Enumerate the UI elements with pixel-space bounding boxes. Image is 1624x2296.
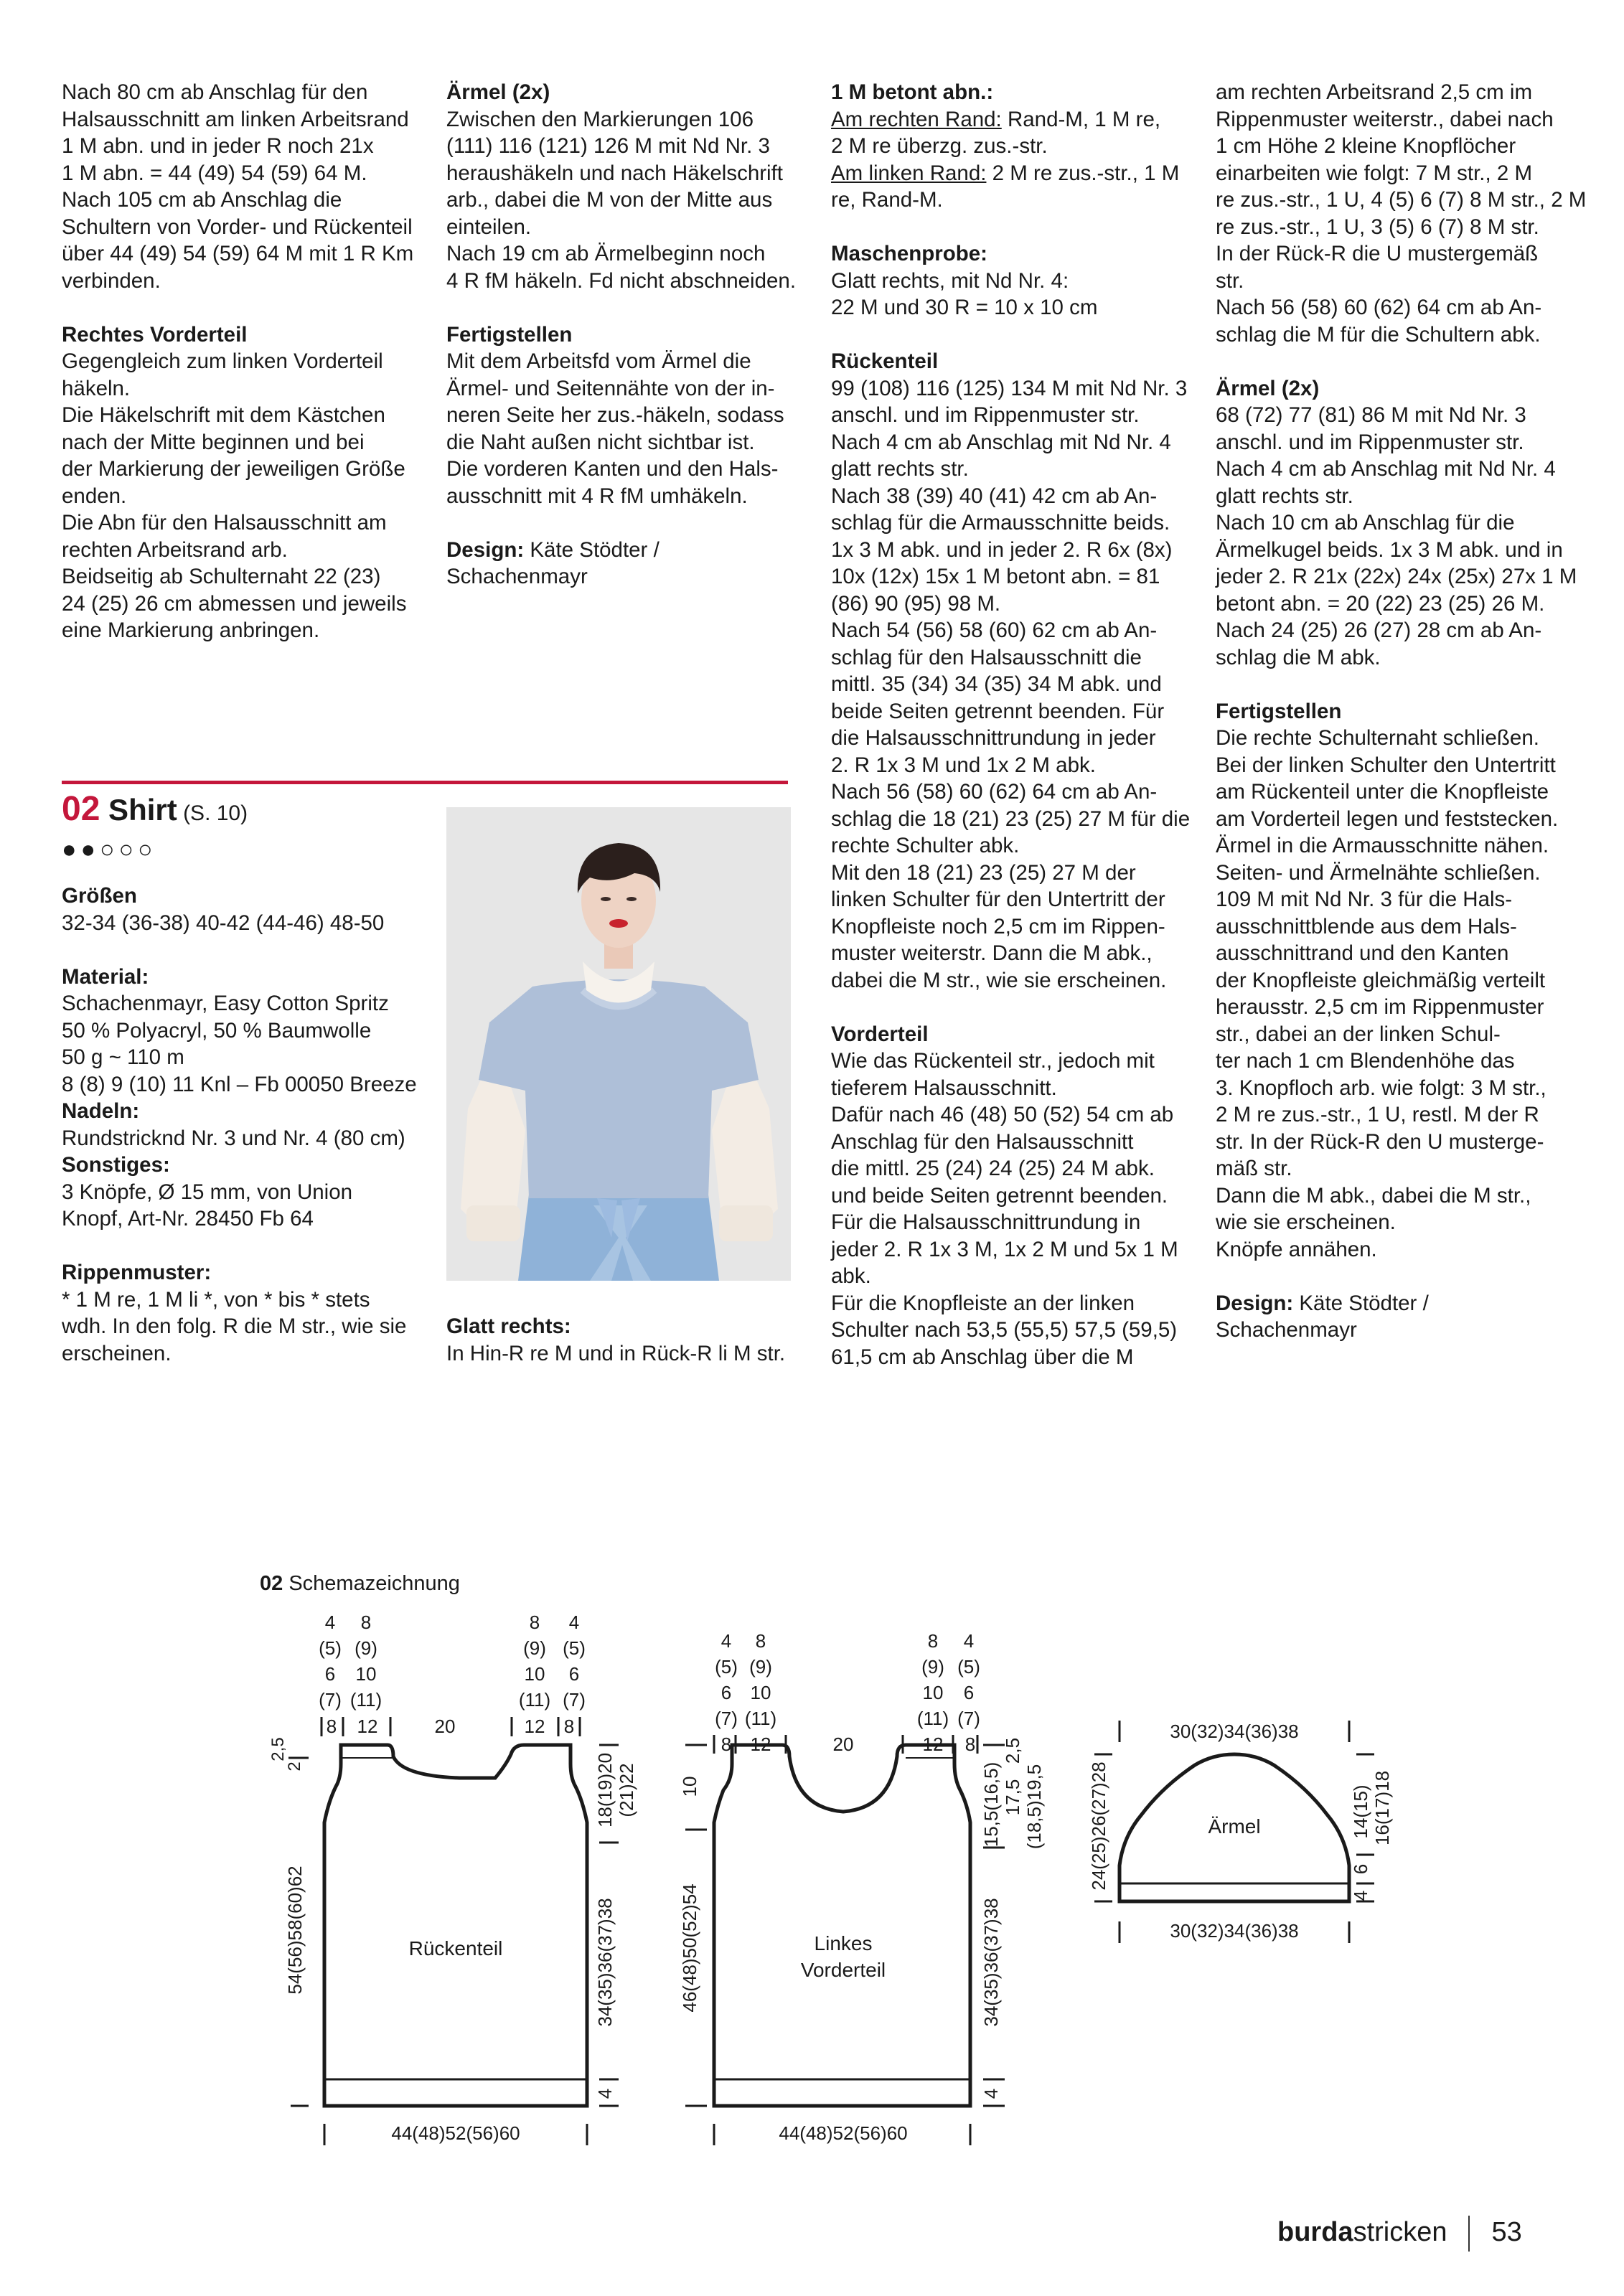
text-line: schlag für den Halsausschnitt die (831, 645, 1142, 669)
text-line: die Halsausschnittrundung in jeder (831, 726, 1156, 750)
dim: 4 (568, 1612, 580, 1633)
dim: (7) (319, 1689, 342, 1711)
dim: (11) (349, 1689, 382, 1711)
dim: 6 (721, 1682, 732, 1703)
text-line: schlag für die Armausschnitte beids. (831, 511, 1170, 535)
dim: 10 (922, 1682, 944, 1703)
design-company: Schachenmayr (1216, 1318, 1357, 1342)
section-heading: Rechtes Vorderteil (62, 322, 248, 347)
text-line: über 44 (49) 54 (59) 64 M mit 1 R Km (62, 242, 414, 265)
text-line: Nach 4 cm ab Anschlag mit Nd Nr. 4 (1216, 457, 1556, 481)
text-line: abk. (831, 1264, 871, 1288)
text-line: anschl. und im Rippenmuster str. (831, 403, 1140, 427)
dim: 12 (750, 1733, 771, 1755)
text-line: neren Seite her zus.-häkeln, sodass (446, 403, 784, 427)
dim: (5) (715, 1656, 738, 1678)
text-line: rechten Arbeitsrand arb. (62, 537, 288, 562)
back-label: Rückenteil (408, 1937, 503, 1959)
dim: 6 (1350, 1863, 1371, 1875)
section-heading: Ärmel (2x) (446, 80, 550, 104)
text-line: glatt rechts str. (1216, 484, 1353, 508)
dim: 34(35)36(37)38 (594, 1898, 616, 2027)
text-line: * 1 M re, 1 M li *, von * bis * stets (62, 1287, 370, 1312)
text-line: 99 (108) 116 (125) 134 M mit Nd Nr. 3 (831, 376, 1188, 400)
text-line: Nach 4 cm ab Anschlag mit Nd Nr. 4 (831, 430, 1171, 454)
caption-text: Schemazeichnung (283, 1572, 460, 1595)
text-line: ter nach 1 cm Blendenhöhe das (1216, 1049, 1515, 1073)
text-line: heraushäkeln und nach Häkelschrift (446, 161, 784, 185)
text-line: 10x (12x) 15x 1 M betont abn. = 81 (831, 565, 1160, 588)
section-heading: Rückenteil (831, 349, 939, 373)
dim: (9) (921, 1656, 944, 1678)
dim: 8 (721, 1733, 732, 1755)
dim: 20 (832, 1733, 854, 1755)
text-line: In Hin-R re M und in Rück-R li M str. (446, 1341, 786, 1365)
dim: 4 (721, 1630, 732, 1652)
dim: 15,5(16,5) (980, 1761, 1002, 1848)
text-line: Bei der linken Schulter den Untertritt (1216, 753, 1556, 777)
page-number: 53 (1491, 2217, 1522, 2248)
dim: 6 (568, 1663, 580, 1685)
text-line: Schulter nach 53,5 (55,5) 57,5 (59,5) (831, 1318, 1178, 1342)
text-line: mäß str. (1216, 1157, 1292, 1180)
text-line: betont abn. = 20 (22) 23 (25) 26 M. (1216, 591, 1545, 616)
dim: (5) (563, 1637, 586, 1659)
dim: (7) (563, 1689, 586, 1711)
dim: 4 (594, 2088, 616, 2099)
dim: (9) (523, 1637, 546, 1659)
section-heading: Fertigstellen (446, 322, 573, 347)
text-line: Nach 56 (58) 60 (62) 64 cm ab An- (1216, 296, 1542, 319)
text-line: Wie das Rückenteil str., jedoch mit (831, 1049, 1155, 1073)
dim: (11) (916, 1708, 949, 1729)
text-line: enden. (62, 484, 127, 508)
shirt-number: 02 (62, 790, 100, 828)
section-heading: Material: (62, 964, 149, 989)
sleeve-piece (1088, 1721, 1393, 1943)
dim: 20 (434, 1716, 456, 1737)
text-line: schlag die M abk. (1216, 645, 1381, 669)
dim: 30(32)34(36)38 (1170, 1721, 1299, 1742)
text-line: Für die Knopfleiste an der linken (831, 1291, 1135, 1315)
text-line: tieferem Halsausschnitt. (831, 1076, 1057, 1100)
dim: (11) (518, 1689, 551, 1711)
text-line: Nach 10 cm ab Anschlag für die (1216, 511, 1515, 535)
dim: 4 (980, 2088, 1002, 2099)
section-heading: Maschenprobe: (831, 242, 988, 265)
text-line: Glatt rechts, mit Nd Nr. 4: (831, 268, 1069, 293)
text-line: Nach 19 cm ab Ärmelbeginn noch (446, 242, 766, 265)
text-line: (111) 116 (121) 126 M mit Nd Nr. 3 (446, 134, 770, 158)
dim: 12 (524, 1716, 545, 1737)
dim: 10 (679, 1776, 700, 1797)
back-piece (268, 1612, 637, 2145)
text-line: der Knopfleiste gleichmäßig verteilt (1216, 968, 1546, 992)
text-line: Dafür nach 46 (48) 50 (52) 54 cm ab (831, 1103, 1174, 1126)
dim: 44(48)52(56)60 (779, 2122, 908, 2144)
section-heading: Ärmel (2x) (1216, 376, 1320, 400)
dim: 54(56)58(60)62 (284, 1866, 306, 1995)
text-line: Ärmel in die Armausschnitte nähen. (1216, 834, 1549, 857)
text-line: verbinden. (62, 268, 161, 293)
text-line: eine Markierung anbringen. (62, 618, 320, 642)
left-edge-label: Am linken Rand: (831, 161, 987, 185)
dim: (5) (957, 1656, 980, 1678)
dim: (11) (744, 1708, 777, 1729)
text-line: Schultern von Vorder- und Rückenteil (62, 215, 413, 239)
dim: 2 (285, 1761, 304, 1772)
section-heading: Rippenmuster: (62, 1261, 212, 1284)
text-line: 22 M und 30 R = 10 x 10 cm (831, 296, 1098, 319)
dim: (7) (957, 1708, 980, 1729)
dim: 16(17)18 (1371, 1770, 1393, 1846)
design-name: Käte Stödter / (1293, 1291, 1429, 1315)
text-line: Anschlag für den Halsausschnitt (831, 1129, 1134, 1154)
text-line: Halsausschnitt am linken Arbeitsrand (62, 107, 409, 131)
text-line: Für die Halsausschnittrundung in (831, 1210, 1141, 1234)
text-line: nach der Mitte beginnen und bei (62, 430, 365, 454)
dim: 6 (963, 1682, 975, 1703)
front-piece (679, 1630, 1045, 2145)
text-line: Schachenmayr, Easy Cotton Spritz (62, 992, 389, 1015)
text-line: anschl. und im Rippenmuster str. (1216, 430, 1524, 454)
text-line: Nach 24 (25) 26 (27) 28 cm ab An- (1216, 618, 1542, 642)
dim: 2,5 (268, 1737, 288, 1761)
caption-number: 02 (260, 1572, 283, 1595)
text-line: beide Seiten getrennt beenden. Für (831, 699, 1165, 723)
text-line: rechte Schulter abk. (831, 834, 1020, 857)
dim: 30(32)34(36)38 (1170, 1920, 1299, 1942)
text-line: jeder 2. R 1x 3 M, 1x 2 M und 5x 1 M (831, 1237, 1178, 1261)
dim: 10 (750, 1682, 771, 1703)
text-line: linken Schulter für den Untertritt der (831, 888, 1165, 911)
text-line: einteilen. (446, 215, 532, 239)
design-company: Schachenmayr (446, 565, 588, 588)
dim: 18(19)20 (594, 1752, 616, 1828)
text-line: 4 R fM häkeln. Fd nicht abschneiden. (446, 268, 797, 293)
text-line: arb., dabei die M von der Mitte aus (446, 188, 773, 212)
shirt-page-ref: (S. 10) (177, 801, 248, 825)
dim: 6 (324, 1663, 336, 1685)
text-line: jeder 2. R 21x (22x) 24x (25x) 27x 1 M (1216, 565, 1577, 588)
text-line: am Rückenteil unter die Knopfleiste (1216, 780, 1549, 804)
dim: 46(48)50(52)54 (679, 1883, 700, 2013)
text-line: str., dabei an der linken Schul- (1216, 1022, 1501, 1046)
text-line: Nach 105 cm ab Anschlag die (62, 188, 342, 212)
text-line: muster weiterstr. Dann die M abk., (831, 941, 1153, 965)
brand-rest: stricken (1353, 2217, 1447, 2248)
text-line: ausschnittblende aus dem Hals- (1216, 914, 1517, 938)
dim: 17,5 (1002, 1779, 1023, 1816)
text-line: Mit den 18 (21) 23 (25) 27 M der (831, 860, 1136, 885)
dim: (21)22 (616, 1763, 637, 1817)
text-line: schlag die M für die Schultern abk. (1216, 322, 1541, 347)
dim: 24(25)26(27)28 (1088, 1761, 1109, 1891)
section-heading: Glatt rechts: (446, 1314, 571, 1338)
text-line: Beidseitig ab Schulternaht 22 (23) (62, 565, 381, 588)
text-line: Die Häkelschrift mit dem Kästchen (62, 403, 385, 427)
dim: 12 (922, 1733, 944, 1755)
text-line: Die Abn für den Halsausschnitt am (62, 511, 387, 535)
sleeve-label: Ärmel (1208, 1815, 1261, 1838)
left-edge-text: 2 M re zus.-str., 1 M (986, 161, 1180, 185)
dim: 8 (927, 1630, 939, 1652)
dim: 10 (355, 1663, 377, 1685)
text-line: Gegengleich zum linken Vorderteil (62, 349, 383, 373)
dim: (9) (355, 1637, 377, 1659)
text-line: Ärmel- und Seitennähte von der in- (446, 376, 775, 400)
text-line: 50 % Polyacryl, 50 % Baumwolle (62, 1018, 372, 1043)
section-heading: Fertigstellen (1216, 699, 1342, 723)
text-line: Seiten- und Ärmelnähte schließen. (1216, 860, 1541, 885)
text-line: am Vorderteil legen und feststecken. (1216, 806, 1559, 831)
brand-bold: burda (1277, 2217, 1353, 2248)
text-line: Mit dem Arbeitsfd vom Ärmel die (446, 349, 751, 373)
dim: (5) (319, 1637, 342, 1659)
text-line: str. (1216, 268, 1244, 293)
dim: 2,5 (1002, 1737, 1023, 1764)
text-line: Knopf, Art-Nr. 28450 Fb 64 (62, 1207, 314, 1231)
text-line: erscheinen. (62, 1341, 172, 1365)
text-line: wdh. In den folg. R die M str., wie sie (62, 1314, 407, 1338)
dim: (18,5)19,5 (1023, 1764, 1045, 1850)
text-line: der Markierung der jeweiligen Größe (62, 457, 405, 481)
dim: (7) (715, 1708, 738, 1729)
text-line: 32-34 (36-38) 40-42 (44-46) 48-50 (62, 911, 385, 935)
front-outline (714, 1745, 970, 2106)
section-heading: Nadeln: (62, 1099, 140, 1123)
text-line: re zus.-str., 1 U, 3 (5) 6 (7) 8 M str. (1216, 215, 1539, 239)
text-line: Rundstricknd Nr. 3 und Nr. 4 (80 cm) (62, 1126, 405, 1150)
text-line: dabei die M str., wie sie erscheinen. (831, 968, 1167, 992)
dim: 8 (326, 1716, 337, 1737)
text-line: Zwischen den Markierungen 106 (446, 107, 754, 131)
dim: 4 (963, 1630, 975, 1652)
section-heading: Vorderteil (831, 1022, 929, 1046)
text-line: die Naht außen nicht sichtbar ist. (446, 430, 755, 454)
text-line: In der Rück-R die U mustergemäß (1216, 242, 1539, 265)
text-line: 1 M abn. = 44 (49) 54 (59) 64 M. (62, 161, 367, 185)
design-name: Käte Stödter / (524, 537, 660, 562)
dim: 8 (529, 1612, 540, 1633)
text-line: Nach 38 (39) 40 (41) 42 cm ab An- (831, 484, 1158, 508)
text-line: 3. Knopfloch arb. wie folgt: 3 M str., (1216, 1076, 1546, 1100)
text-line: 109 M mit Nd Nr. 3 für die Hals- (1216, 888, 1513, 911)
page-footer (1277, 2216, 1522, 2252)
section-heading: Sonstiges: (62, 1153, 170, 1177)
text-line: häkeln. (62, 376, 131, 400)
section-heading: Größen (62, 884, 137, 908)
diagram-caption (260, 1572, 460, 1595)
dim: 8 (964, 1733, 976, 1755)
text-line: einarbeiten wie folgt: 7 M str., 2 M (1216, 161, 1533, 185)
text-line: herausstr. 2,5 cm im Rippenmuster (1216, 995, 1544, 1019)
text-line: die mittl. 25 (24) 24 (25) 24 M abk. (831, 1157, 1155, 1180)
text-line: 2. R 1x 3 M und 1x 2 M abk. (831, 753, 1096, 777)
text-line: str. In der Rück-R den U musterge- (1216, 1129, 1544, 1154)
dim: 44(48)52(56)60 (391, 2122, 520, 2144)
text-line: 68 (72) 77 (81) 86 M mit Nd Nr. 3 (1216, 403, 1526, 427)
text-line: wie sie erscheinen. (1216, 1210, 1396, 1234)
front-label: Linkes (814, 1932, 873, 1954)
text-line: Knopfleiste noch 2,5 cm im Rippen- (831, 914, 1165, 938)
text-line: Nach 56 (58) 60 (62) 64 cm ab An- (831, 780, 1158, 804)
front-label-2: Vorderteil (800, 1959, 886, 1981)
dim: 4 (1350, 1890, 1371, 1901)
dim: (9) (749, 1656, 772, 1678)
design-label: Design: (1216, 1291, 1294, 1315)
text-line: 2 M re überzg. zus.-str. (831, 134, 1048, 158)
dim: 34(35)36(37)38 (980, 1898, 1002, 2027)
text-line: (86) 90 (95) 98 M. (831, 591, 1001, 616)
text-line: Dann die M abk., dabei die M str., (1216, 1183, 1531, 1208)
right-edge-text: Rand-M, 1 M re, (1001, 107, 1161, 131)
text-line: re, Rand-M. (831, 188, 943, 212)
dim: 10 (524, 1663, 545, 1685)
design-label: Design: (446, 537, 525, 562)
dim: 12 (357, 1716, 378, 1737)
text-line: Rippenmuster weiterstr., dabei nach (1216, 107, 1554, 131)
dim: 8 (360, 1612, 372, 1633)
text-line: 61,5 cm ab Anschlag über die M (831, 1345, 1134, 1369)
text-line: 8 (8) 9 (10) 11 Knl – Fb 00050 Breeze (62, 1072, 417, 1096)
text-line: 24 (25) 26 cm abmessen und jeweils (62, 591, 407, 616)
text-line: Die rechte Schulternaht schließen. (1216, 726, 1539, 750)
back-outline (324, 1745, 587, 2106)
text-line: 1 cm Höhe 2 kleine Knopflöcher (1216, 134, 1516, 158)
text-line: Ärmelkugel beids. 1x 3 M abk. und in (1216, 537, 1563, 562)
shirt-name: Shirt (100, 793, 177, 827)
text-line: und beide Seiten getrennt beenden. (831, 1183, 1168, 1208)
footer-divider (1468, 2216, 1470, 2252)
text-line: glatt rechts str. (831, 457, 969, 481)
text-line: am rechten Arbeitsrand 2,5 cm im (1216, 80, 1533, 104)
dim: 14(15) (1350, 1784, 1371, 1839)
text-line: Nach 54 (56) 58 (60) 62 cm ab An- (831, 618, 1158, 642)
right-edge-label: Am rechten Rand: (831, 107, 1002, 131)
dim: 4 (324, 1612, 336, 1633)
text-line: 1 M abn. und in jeder R noch 21x (62, 134, 374, 158)
text-line: 50 g ~ 110 m (62, 1045, 184, 1069)
dim: 8 (755, 1630, 766, 1652)
text-line: ausschnittrand und den Kanten (1216, 941, 1509, 965)
text-line: 2 M re zus.-str., 1 U, restl. M der R (1216, 1103, 1539, 1126)
text-line: Knöpfe annähen. (1216, 1237, 1377, 1261)
text-line: mittl. 35 (34) 34 (35) 34 M abk. und (831, 672, 1162, 696)
text-line: ausschnitt mit 4 R fM umhäkeln. (446, 484, 748, 508)
text-line: Die vorderen Kanten und den Hals- (446, 457, 779, 481)
section-heading: 1 M betont abn.: (831, 80, 994, 104)
text-line: schlag die 18 (21) 23 (25) 27 M für die (831, 806, 1191, 831)
dim: 8 (563, 1716, 575, 1737)
text-line: 3 Knöpfe, Ø 15 mm, von Union (62, 1180, 353, 1204)
text-line: Nach 80 cm ab Anschlag für den (62, 80, 368, 104)
text-line: re zus.-str., 1 U, 4 (5) 6 (7) 8 M str., 2 M (1216, 188, 1587, 212)
text-line: 1x 3 M abk. und in jeder 2. R 6x (8x) (831, 537, 1173, 562)
difficulty-rating: ●●○○○ (62, 836, 157, 863)
